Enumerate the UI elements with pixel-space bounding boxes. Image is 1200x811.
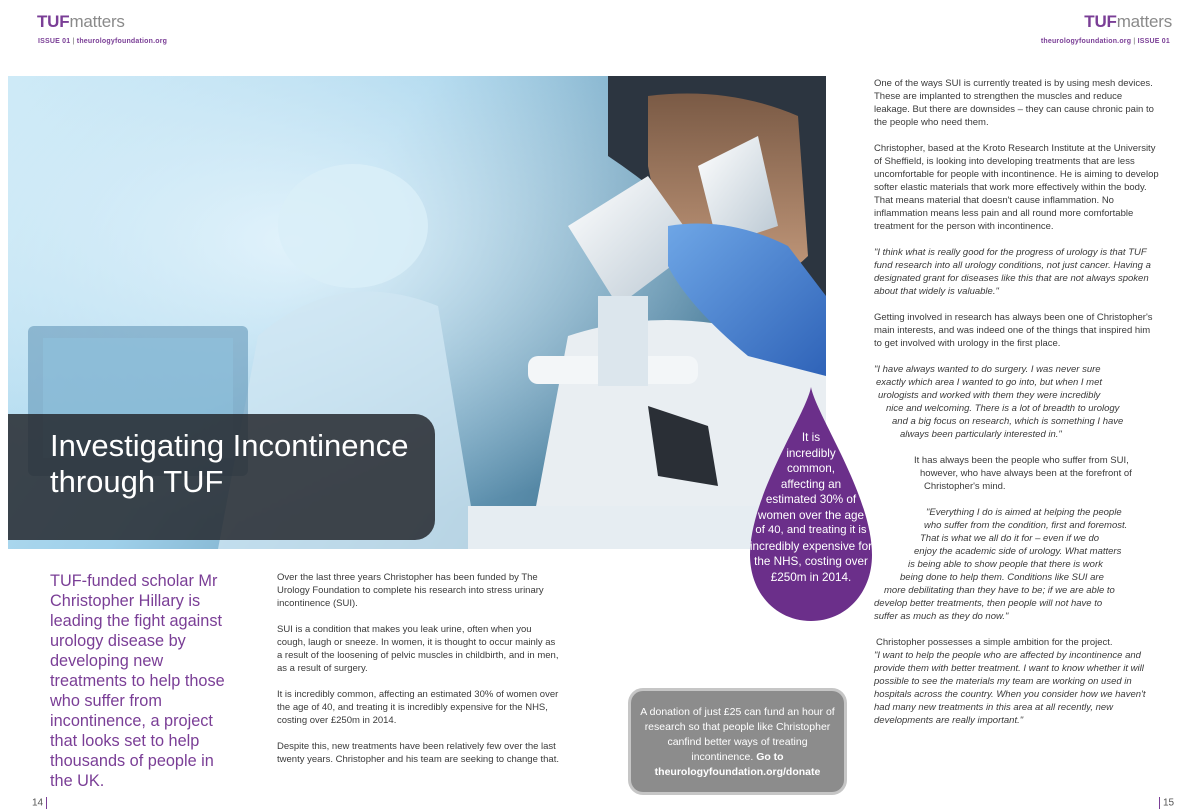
feature-title xyxy=(50,428,408,500)
paragraph: Over the last three years Christopher has been funded by The Urology Foundation to complete his research into stress urinary incontinence (SUI). xyxy=(277,572,544,609)
quote-line: urologists and worked with them they were incredibly xyxy=(878,390,1101,401)
brand-tuf: TUF xyxy=(1084,12,1117,31)
quote-line: "I have always wanted to do surgery. I was never sure xyxy=(874,364,1101,375)
separator: | xyxy=(70,38,77,45)
quote-line: nice and welcoming. There is a lot of breadth to urology xyxy=(886,403,1120,414)
quote-line: That is what we all do it for – even if we do xyxy=(920,533,1100,544)
quote-line: "Everything I do is aimed at helping the people xyxy=(926,507,1122,518)
page-rule xyxy=(46,797,47,809)
page-rule xyxy=(1159,797,1160,809)
closing-paragraph xyxy=(874,636,1159,727)
pull-quote-line: affecting an xyxy=(780,477,842,491)
page-number-right xyxy=(1159,797,1174,809)
quote-paragraph xyxy=(874,363,1159,441)
paragraph: Christopher possesses a simple ambition for the project. xyxy=(876,637,1113,648)
brand-matters: matters xyxy=(69,12,125,31)
text-line: however, who have always been at the forefront of xyxy=(920,468,1132,479)
intro-standfirst: TUF-funded scholar Mr Christopher Hillary is leading the fight against urology disease by developing new treatments to help those who suffer from incontinence, a project that looks set to help thousands of people in the UK. xyxy=(50,572,225,790)
quote-paragraph xyxy=(874,506,1159,623)
quote-line: is being able to show people that there is work xyxy=(908,559,1103,570)
paragraph: Getting involved in research has always been one of Christopher's main interests, and was indeed one of the things that inspired him to get involved with urology in the first place. xyxy=(874,312,1153,349)
paragraph: It is incredibly common, affecting an estimated 30% of women over the age of 40, and treating it is incredibly expensive for the NHS, costing over £250m in 2014. xyxy=(277,689,559,726)
issue-line-right xyxy=(1041,38,1170,45)
brand-tuf: TUF xyxy=(37,12,70,31)
quote-line: more debilitating than they have to be; if we are able to xyxy=(884,585,1115,596)
site-link[interactable]: theurologyfoundation.org xyxy=(76,38,168,45)
separator: | xyxy=(1131,38,1138,45)
paragraph: One of the ways SUI is currently treated is by using mesh devices. These are implanted to strengthen the muscles and reduce leakage. But there are downsides – they can cause chronic pain to the people who need them. xyxy=(874,78,1154,128)
quote-line: being done to help them. Conditions like SUI are xyxy=(900,572,1104,583)
pull-quote-line: of 40, and treating it is xyxy=(755,524,867,536)
quote-line: and a big focus on research, which is something I have xyxy=(892,416,1124,427)
pull-quote-line: common, xyxy=(786,462,836,475)
donation-text: A donation of just £25 can fund an hour of research so that people like Christopher canfind better ways of treating incontinence. xyxy=(640,706,835,763)
masthead-left xyxy=(37,12,125,32)
quote-line: suffer as much as they do now." xyxy=(874,611,1009,622)
paragraph: Despite this, new treatments have been relatively few over the last twenty years. Christopher and his team are seeking to change that. xyxy=(277,741,559,765)
page-number-left xyxy=(32,797,47,809)
pull-quote-line: £250m in 2014. xyxy=(770,570,852,584)
masthead-right xyxy=(1084,12,1172,32)
issue-number: ISSUE 01 xyxy=(38,38,71,45)
text-line: Christopher's mind. xyxy=(924,481,1006,492)
pull-quote-line: It is xyxy=(801,431,821,444)
donation-callout xyxy=(631,691,844,792)
title-line-1: Investigating Incontinence xyxy=(50,428,409,463)
pull-quote-line: incredibly xyxy=(786,446,836,460)
pull-quote-line: women over the age xyxy=(758,508,864,522)
pull-quote-line: estimated 30% of xyxy=(765,493,857,506)
feature-title-box xyxy=(8,414,435,540)
issue-line-left xyxy=(38,38,167,45)
paragraph xyxy=(874,454,1159,493)
paragraph: Christopher, based at the Kroto Research Institute at the University of Sheffield, is looking into developing treatments that are less uncomfortable for people with incontinence. He is aiming to develop softer elastic materials that work more effectively within the body. That means material that doesn't cause inflammation. No inflammation means less pain and all round more comfortable treatment for the person with incontinence. xyxy=(874,143,1159,232)
paragraph: SUI is a condition that makes you leak urine, often when you cough, laugh or sneeze. In women, it is thought to occur mainly as a result of the loosening of pelvic muscles in childbirth, and in men, as a result of surgery. xyxy=(277,624,559,674)
donation-link[interactable]: Go to theurologyfoundation.org/donate xyxy=(654,751,821,778)
quote-line: exactly which area I wanted to go into, but when I met xyxy=(876,377,1103,388)
quote-paragraph: "I want to help the people who are affected by incontinence and provide them with better treatment. I want to know whether it will possible to see the materials my team are working on used in hospitals across the country. When you consider how we haven't had many new treatments in this area at all recently, new developments are really important." xyxy=(874,650,1146,726)
brand-matters: matters xyxy=(1116,12,1172,31)
pull-quote xyxy=(749,430,873,585)
quote-line: develop better treatments, then people will not have to xyxy=(874,598,1103,609)
pull-quote-line: the NHS, costing over xyxy=(754,555,868,568)
quote-line: who suffer from the condition, first and foremost. xyxy=(924,520,1128,531)
body-column-right xyxy=(874,77,1159,727)
quote-line: always been particularly interested in." xyxy=(900,429,1062,440)
site-link[interactable]: theurologyfoundation.org xyxy=(1040,38,1132,45)
body-column-left xyxy=(277,571,562,779)
title-line-2: through TUF xyxy=(50,464,224,499)
quote-line: enjoy the academic side of urology. What matters xyxy=(914,546,1122,557)
page-number: 15 xyxy=(1163,797,1175,809)
text-line: It has always been the people who suffer from SUI, xyxy=(914,455,1129,466)
issue-number: ISSUE 01 xyxy=(1137,38,1170,45)
page-number: 14 xyxy=(32,797,44,809)
quote-paragraph: "I think what is really good for the progress of urology is that TUF fund research into all urology conditions, not just cancer. Having a designated grant for diseases like this that are not always spoken about that widely is valuable." xyxy=(874,247,1151,297)
pull-quote-line: incredibly expensive for xyxy=(749,539,873,553)
